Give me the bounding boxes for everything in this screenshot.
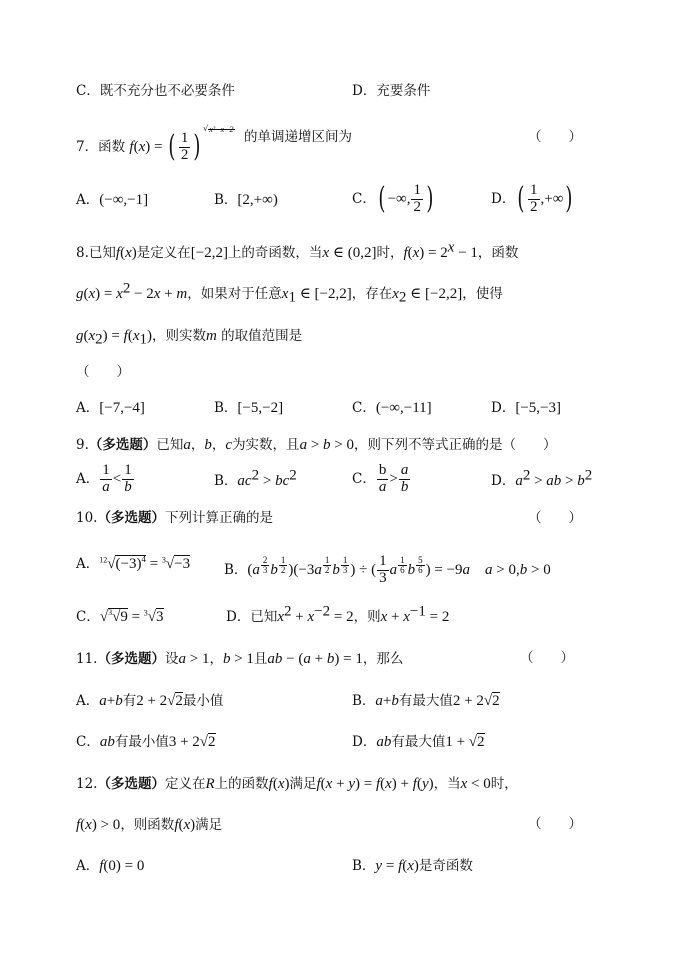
q7-prefix: 7．函数 (76, 138, 126, 155)
question-8-line3: $g(x_2) = f(x_1)$，则实数m 的取值范围是 (76, 328, 303, 348)
q8-option-d: D．[−5,−3] (491, 400, 561, 416)
q8-option-b: B．[−5,−2] (214, 400, 284, 416)
question-8-line2: $g(x) = x^2 - 2x + m$，如果对于任意$x_1$ ∈ [−2,2]，存在$x_2$ ∈ [−2,2]，使得 (76, 280, 503, 306)
paren-q10: （ ） (528, 510, 582, 526)
q7-option-d: D．( $\frac{1}{2}$ ,+∞) (491, 181, 573, 217)
q10-option-c: C．√$^3$√9 = $^3$√3 (76, 608, 164, 625)
q11-option-a: A．a+b有2 + 2√2最小值 (76, 693, 224, 709)
paren-q11: （ ） (520, 650, 574, 666)
q11-option-b: B．a+b有最大值2 + 2√2 (352, 693, 500, 709)
q7-option-a: A．(−∞,−1] (76, 192, 149, 208)
question-8-line1: 8.已知f(x)是定义在[−2,2]上的奇函数，当x ∈ (0,2]时，$f(x) = 2^x - 1$，函数 (76, 239, 519, 261)
q8-option-c: C．(−∞,−11] (352, 400, 432, 416)
q10-option-b: B．(a $^{\frac{2}{3}}$ b $^{\frac{1}{2}}$ )(−3a $^{\frac{1}{2}}$ b $^{\frac{1}{3}}$ ) ÷ ( $\frac{1}{3}$ a $^{\frac{1}{6}}$ b $^{\frac{5}{6}}$ ) = −9a a > 0,b > 0 (224, 553, 551, 586)
q12-option-a: A．f(0) = 0 (76, 858, 145, 874)
option-d-prev: D．充要条件 (352, 83, 431, 99)
paren-q8: （ ） (76, 364, 130, 380)
q7-option-b: B．[2,+∞) (214, 192, 278, 208)
q11-option-c: C．ab有最小值3 + 2√2 (76, 734, 216, 750)
q9-option-d: D．$a^2$ > ab > $b^2$ (491, 467, 593, 489)
paren-q12: （ ） (528, 816, 582, 832)
q9-option-c: C． $\frac{b}{a}$ > $\frac{a}{b}$ (352, 462, 409, 495)
q7-option-c: C．( −∞, $\frac{1}{2}$ ) (352, 181, 434, 217)
q9-option-b: B．$ac^2 > bc^2$ (214, 467, 297, 489)
question-9: 9.（多选题）已知a，b，c为实数，且a > b > 0，则下列不等式正确的是（ ） (76, 437, 557, 453)
q8-option-a: A．[−7,−4] (76, 400, 145, 416)
question-11: 11.（多选题）设a > 1，b > 1且ab − (a + b) = 1，那么 (76, 651, 404, 667)
question-7: 7．函数 f(x) = ( $\frac{1}{2}$ ) $^{√ x^2-x-2}$ (76, 123, 234, 165)
q9-option-a: A． $\frac{1}{a}$ < $\frac{1}{b}$ (76, 462, 132, 495)
question-12-line2: f(x) > 0，则函数f(x)满足 (76, 817, 223, 833)
option-c-prev: C．既不充分也不必要条件 (76, 83, 235, 99)
q10-option-a: A．$^{12}√(-3)^4 = ^3√-3$ (76, 554, 191, 572)
q7-suffix: 的单调递增区间为 (244, 129, 352, 145)
q11-option-d: D．ab有最大值1 + √2 (352, 734, 485, 750)
question-12-line1: 12.（多选题）定义在R上的函数f(x)满足f(x + y) = f(x) + f(y)，当x < 0时， (76, 776, 518, 792)
question-10: 10.（多选题）下列计算正确的是 (76, 510, 273, 526)
paren-q7: （ ） (528, 129, 582, 145)
q12-option-b: B．y = f(x)是奇函数 (352, 858, 473, 874)
q10-option-d: D．已知$x^2 + x^{-2} = 2$，则$x + x^{-1} = 2$ (226, 603, 450, 625)
